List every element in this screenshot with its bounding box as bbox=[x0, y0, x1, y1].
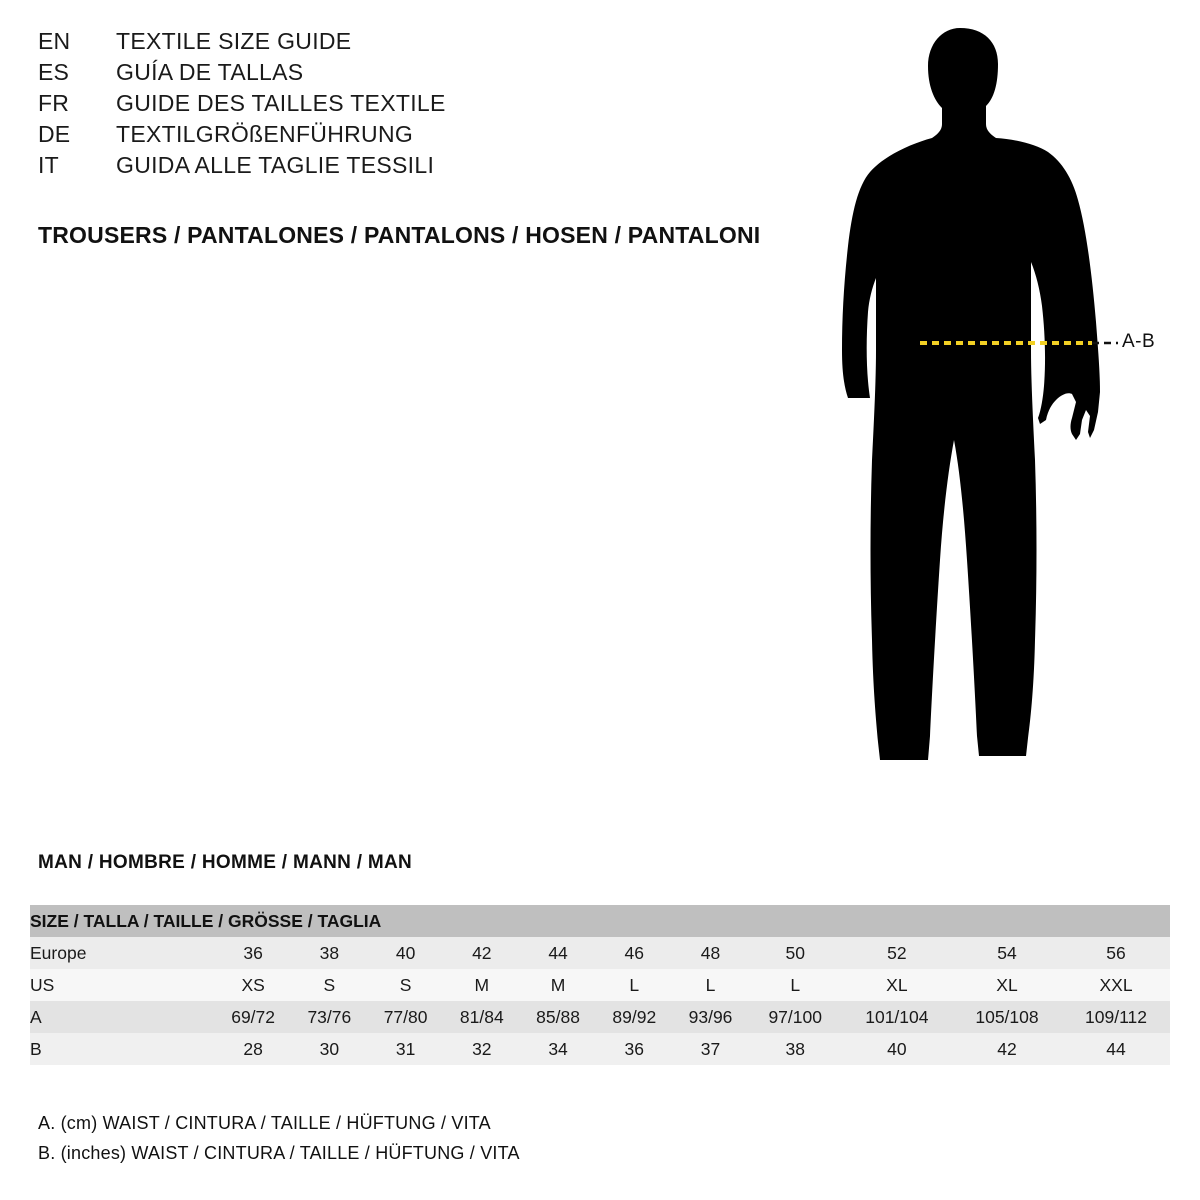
cell-b-3: 32 bbox=[444, 1033, 520, 1065]
cell-a-1: 73/76 bbox=[291, 1001, 367, 1033]
cell-b-9: 42 bbox=[952, 1033, 1062, 1065]
footnotes-block bbox=[38, 1108, 520, 1168]
cell-b-4: 34 bbox=[520, 1033, 596, 1065]
language-row-it bbox=[38, 152, 818, 183]
table-row bbox=[30, 969, 1170, 1001]
table-row bbox=[30, 1033, 1170, 1065]
cell-b-1: 30 bbox=[291, 1033, 367, 1065]
cell-us-2: S bbox=[367, 969, 443, 1001]
man-silhouette-figure bbox=[800, 20, 1200, 810]
table-row bbox=[30, 1001, 1170, 1033]
cell-us-8: XL bbox=[842, 969, 952, 1001]
cell-b-7: 38 bbox=[749, 1033, 842, 1065]
cell-a-5: 89/92 bbox=[596, 1001, 672, 1033]
cell-europe-0: 36 bbox=[215, 937, 291, 969]
cell-b-0: 28 bbox=[215, 1033, 291, 1065]
language-text-es: GUÍA DE TALLAS bbox=[116, 59, 304, 85]
table-row bbox=[30, 937, 1170, 969]
language-text-fr: GUIDE DES TAILLES TEXTILE bbox=[116, 90, 446, 116]
cell-europe-9: 54 bbox=[952, 937, 1062, 969]
cell-b-10: 44 bbox=[1062, 1033, 1170, 1065]
cell-a-10: 109/112 bbox=[1062, 1001, 1170, 1033]
cell-a-2: 77/80 bbox=[367, 1001, 443, 1033]
measure-label-ab: A-B bbox=[1122, 331, 1156, 352]
man-section-label: MAN / HOMBRE / HOMME / MANN / MAN bbox=[38, 852, 413, 873]
row-label-a: A bbox=[30, 1001, 215, 1033]
cell-a-6: 93/96 bbox=[672, 1001, 748, 1033]
cell-europe-8: 52 bbox=[842, 937, 952, 969]
cell-us-4: M bbox=[520, 969, 596, 1001]
row-label-b: B bbox=[30, 1033, 215, 1065]
language-row-fr bbox=[38, 90, 818, 121]
language-code-it: IT bbox=[38, 152, 59, 178]
footnote-a: A. (cm) WAIST / CINTURA / TAILLE / HÜFTUNG / VITA bbox=[38, 1113, 491, 1133]
size-table bbox=[30, 905, 1170, 1065]
cell-europe-4: 44 bbox=[520, 937, 596, 969]
cell-b-8: 40 bbox=[842, 1033, 952, 1065]
cell-a-0: 69/72 bbox=[215, 1001, 291, 1033]
cell-us-9: XL bbox=[952, 969, 1062, 1001]
cell-b-6: 37 bbox=[672, 1033, 748, 1065]
cell-b-5: 36 bbox=[596, 1033, 672, 1065]
cell-us-3: M bbox=[444, 969, 520, 1001]
language-row-es bbox=[38, 59, 818, 90]
garment-title: TROUSERS / PANTALONES / PANTALONS / HOSEN / PANTALONI bbox=[38, 222, 761, 248]
language-text-en: TEXTILE SIZE GUIDE bbox=[116, 28, 352, 54]
cell-europe-5: 46 bbox=[596, 937, 672, 969]
silhouette-icon bbox=[800, 20, 1200, 810]
cell-europe-3: 42 bbox=[444, 937, 520, 969]
language-row-en bbox=[38, 28, 818, 59]
language-code-de: DE bbox=[38, 121, 71, 147]
cell-a-4: 85/88 bbox=[520, 1001, 596, 1033]
cell-europe-1: 38 bbox=[291, 937, 367, 969]
cell-us-1: S bbox=[291, 969, 367, 1001]
cell-europe-2: 40 bbox=[367, 937, 443, 969]
cell-europe-7: 50 bbox=[749, 937, 842, 969]
row-label-us: US bbox=[30, 969, 215, 1001]
table-header-label: SIZE / TALLA / TAILLE / GRÖSSE / TAGLIA bbox=[30, 905, 1170, 937]
language-row-de bbox=[38, 121, 818, 152]
language-code-en: EN bbox=[38, 28, 71, 54]
cell-b-2: 31 bbox=[367, 1033, 443, 1065]
cell-a-8: 101/104 bbox=[842, 1001, 952, 1033]
row-label-europe: Europe bbox=[30, 937, 215, 969]
cell-europe-6: 48 bbox=[672, 937, 748, 969]
cell-a-9: 105/108 bbox=[952, 1001, 1062, 1033]
language-text-it: GUIDA ALLE TAGLIE TESSILI bbox=[116, 152, 435, 178]
cell-us-0: XS bbox=[215, 969, 291, 1001]
cell-us-10: XXL bbox=[1062, 969, 1170, 1001]
cell-us-5: L bbox=[596, 969, 672, 1001]
footnote-b: B. (inches) WAIST / CINTURA / TAILLE / HÜFTUNG / VITA bbox=[38, 1143, 520, 1163]
cell-a-7: 97/100 bbox=[749, 1001, 842, 1033]
language-header-block bbox=[38, 28, 818, 183]
language-text-de: TEXTILGRÖßENFÜHRUNG bbox=[116, 121, 414, 147]
language-code-fr: FR bbox=[38, 90, 70, 116]
language-code-es: ES bbox=[38, 59, 70, 85]
cell-us-6: L bbox=[672, 969, 748, 1001]
cell-a-3: 81/84 bbox=[444, 1001, 520, 1033]
cell-europe-10: 56 bbox=[1062, 937, 1170, 969]
cell-us-7: L bbox=[749, 969, 842, 1001]
table-header-row bbox=[30, 905, 1170, 937]
